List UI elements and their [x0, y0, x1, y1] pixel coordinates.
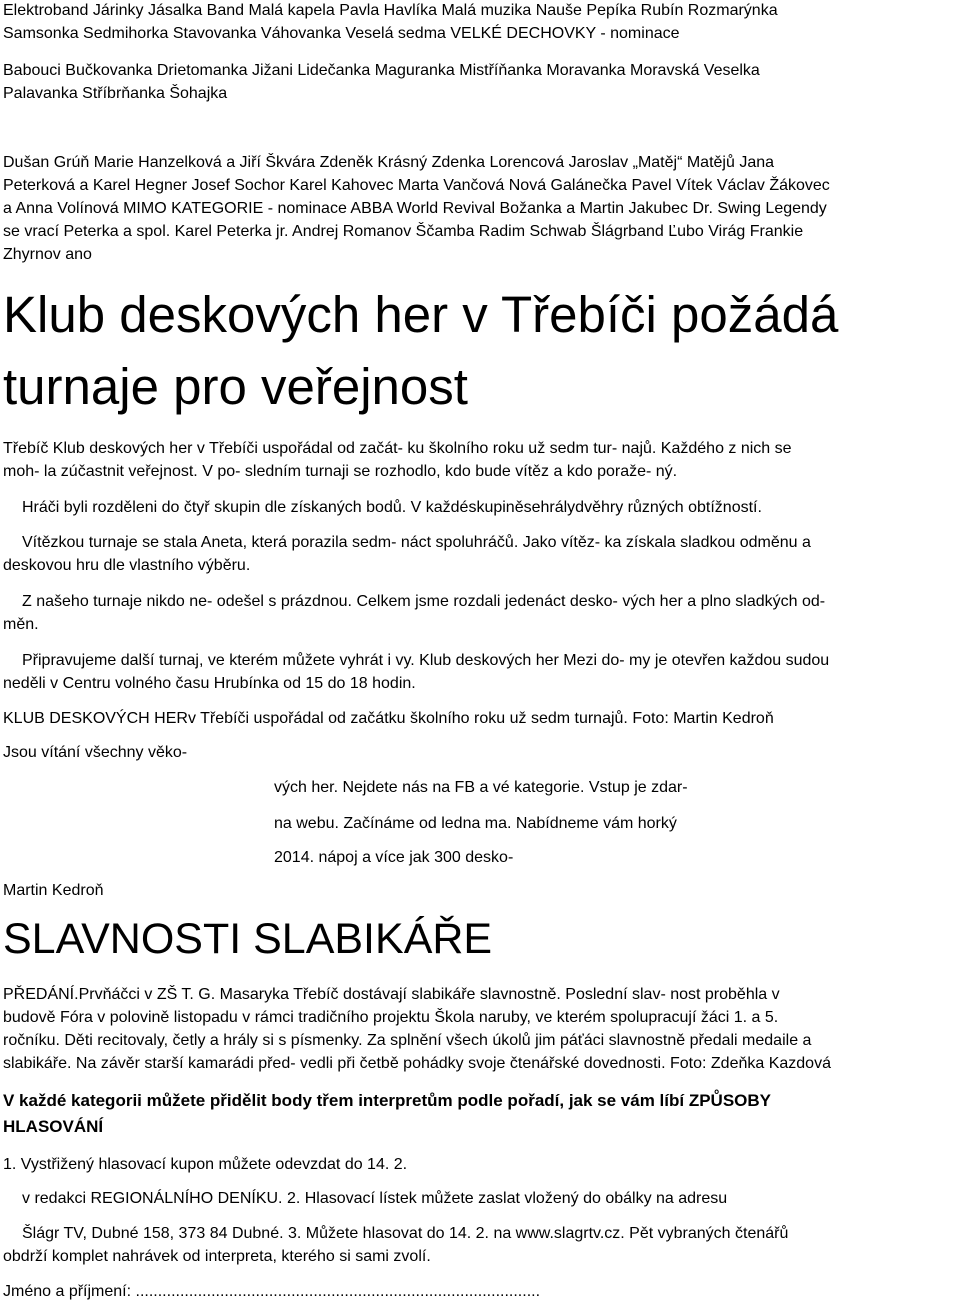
- article-text-line: Třebíč Klub deskových her v Třebíči uspořádal od začát- ku školního roku už sedm tur- najů. Každého z nich se: [3, 440, 792, 457]
- name-field-label: Jméno a příjmení: ...........................................................................................: [3, 1283, 541, 1300]
- article-text-line: budově Fóra v polovině listopadu v rámci tradičního projektu Škola naruby, ve kterém spolupracují žáci 1. a 5.: [3, 1009, 779, 1026]
- author-name: Martin Kedroň: [3, 882, 104, 899]
- article-text-line: Hráči byli rozděleni do čtyř skupin dle získaných bodů. V každéskupiněsehrálydvěhry různých obtížností.: [22, 499, 762, 516]
- nominee-list-line: a Anna Volínová MIMO KATEGORIE - nominace ABBA World Revival Božanka a Martin Jakubec Dr. Swing Legendy: [3, 200, 827, 217]
- article-text-line: neděli v Centru volného času Hrubínka od 15 do 18 hodin.: [3, 675, 416, 692]
- article-text-line: slabikáře. Na závěr starší kamarádi před- vedli při četbě pohádky svoje čtenářské dovednosti. Foto: Zdeňka Kazdová: [3, 1055, 831, 1072]
- info-box-line: 2014. nápoj a více jak 300 desko-: [274, 849, 514, 866]
- nominee-list-line: Zhyrnov ano: [3, 246, 92, 263]
- nominee-list-line: Samsonka Sedmihorka Stavovanka Váhovanka Veselá sedma VELKÉ DECHOVKY - nominace: [3, 25, 680, 42]
- article-text-line: ročníku. Děti recitovaly, četly a hrály si s písmenky. Za splnění všech úkolů jim páťáci slavnostně předali medaile a: [3, 1032, 812, 1049]
- article-text-line: měn.: [3, 616, 39, 633]
- voting-heading: V každé kategorii můžete přidělit body třem interpretům podle pořadí, jak se vám líbí ZPŮSOBY: [3, 1091, 772, 1110]
- article-text-line: deskovou hru dle vlastního výběru.: [3, 557, 251, 574]
- photo-caption: KLUB DESKOVÝCH HERv Třebíči uspořádal od začátku školního roku už sedm turnajů. Foto: Martin Kedroň: [3, 710, 774, 727]
- info-box-line: na webu. Začínáme od ledna ma. Nabídneme vám horký: [274, 815, 677, 832]
- voting-heading: HLASOVÁNÍ: [3, 1117, 104, 1136]
- nominee-list-line: Dušan Grúň Marie Hanzelková a Jiří Škvára Zdeněk Krásný Zdenka Lorencová Jaroslav „Matěj“ Matějů Jana: [3, 154, 775, 171]
- voting-item: v redakci REGIONÁLNÍHO DENÍKU. 2. Hlasovací lístek můžete zaslat vložený do obálky na adresu: [22, 1190, 728, 1207]
- info-box-line: vých her. Nejdete nás na FB a vé kategorie. Vstup je zdar-: [274, 779, 688, 796]
- article-text-line: PŘEDÁNÍ.Prvňáčci v ZŠ T. G. Masaryka Třebíč dostávají slabikáře slavnostně. Poslední slav- nost proběhla v: [3, 986, 780, 1003]
- info-box-line: Jsou vítání všechny věko-: [3, 744, 188, 761]
- article-headline: SLAVNOSTI SLABIKÁŘE: [3, 915, 493, 963]
- article-headline: Klub deskových her v Třebíči požádá: [3, 286, 839, 343]
- voting-item: 1. Vystřižený hlasovací kupon můžete odevzdat do 14. 2.: [3, 1156, 408, 1173]
- article-headline: turnaje pro veřejnost: [3, 358, 468, 415]
- article-text-line: moh- la zúčastnit veřejnost. V po- sledním turnaji se rozhodlo, kdo bude vítěz a kdo poraže- ný.: [3, 463, 678, 480]
- nominee-list-line: Peterková a Karel Hegner Josef Sochor Karel Kahovec Marta Vančová Nová Galánečka Pavel Vítek Václav Žákovec: [3, 177, 830, 194]
- nominee-list-line: Babouci Bučkovanka Drietomanka Jižani Lidečanka Maguranka Mistříňanka Moravanka Moravská Veselka: [3, 62, 760, 79]
- nominee-list-line: Elektroband Járinky Jásalka Band Malá kapela Pavla Havlíka Malá muzika Nauše Pepíka Rubín Rozmarýnka: [3, 2, 778, 19]
- nominee-list-line: se vrací Peterka a spol. Karel Peterka jr. Andrej Romanov Ščamba Radim Schwab Šlágrband Ľubo Virág Frankie: [3, 223, 804, 240]
- article-text-line: Připravujeme další turnaj, ve kterém můžete vyhrát i vy. Klub deskových her Mezi do- my je otevřen každou sudou: [22, 652, 830, 669]
- article-text-line: Vítězkou turnaje se stala Aneta, která porazila sedm- náct spoluhráčů. Jako vítěz- ka získala sladkou odměnu a: [22, 534, 811, 551]
- nominee-list-line: Palavanka Stříbrňanka Šohajka: [3, 85, 228, 102]
- article-text-line: Z našeho turnaje nikdo ne- odešel s prázdnou. Celkem jsme rozdali jedenáct desko- vých her a plno sladkých od-: [22, 593, 826, 610]
- voting-item: obdrží komplet nahrávek od interpreta, kterého si sami zvolí.: [3, 1248, 431, 1265]
- voting-item: Šlágr TV, Dubné 158, 373 84 Dubné. 3. Můžete hlasovat do 14. 2. na www.slagrtv.cz. Pět vybraných čtenářů: [22, 1225, 789, 1242]
